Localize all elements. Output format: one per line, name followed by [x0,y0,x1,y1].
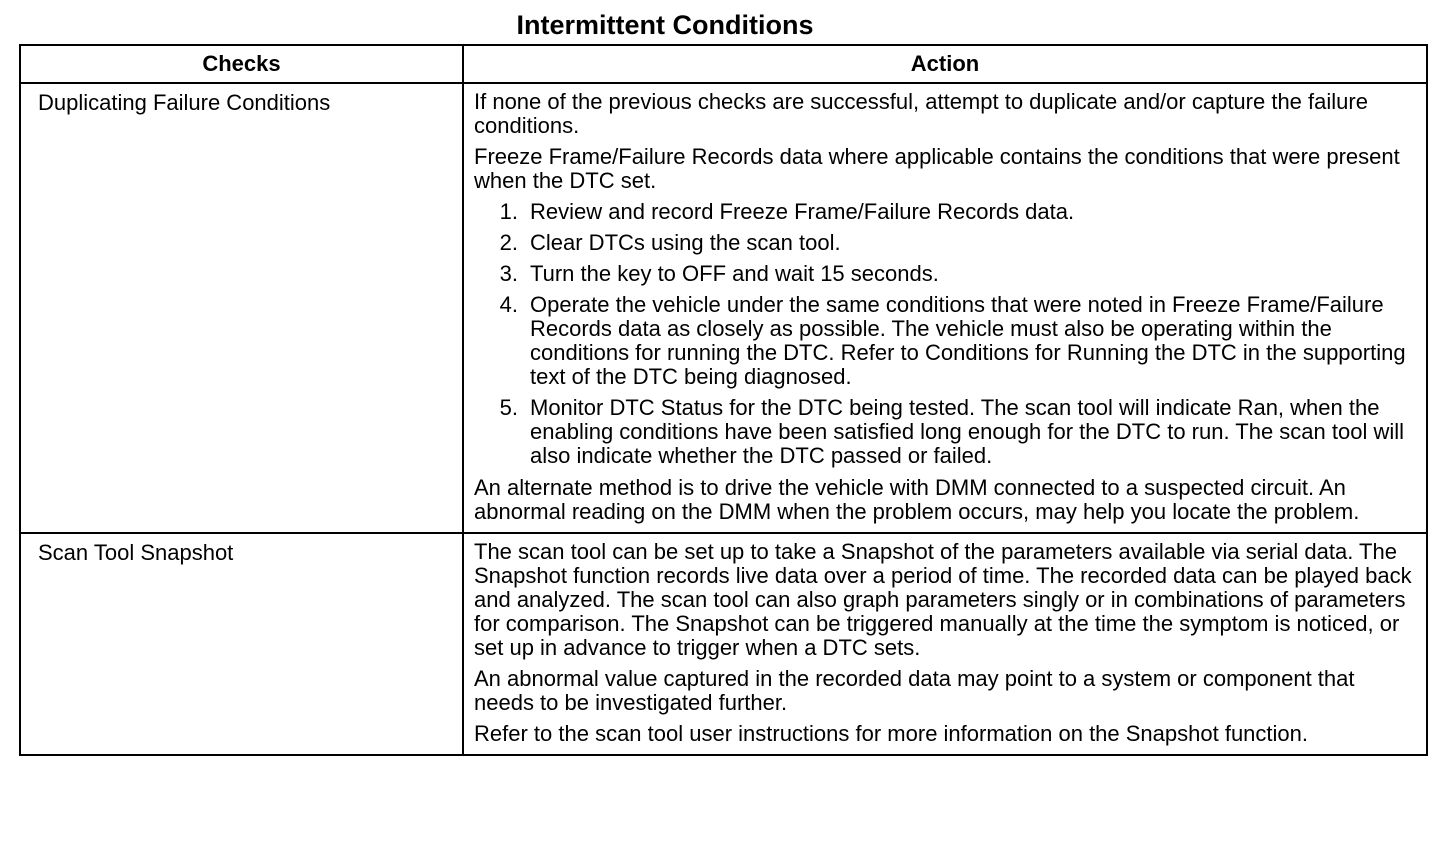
step-number: 5. [499,395,518,420]
action-paragraph: An alternate method is to drive the vehicle with DMM connected to a suspected circuit. An abnormal reading on the DMM when the problem occurs, may help you locate the problem. [474,475,1360,524]
action-paragraph: Refer to the scan tool user instructions for more information on the Snapshot function. [474,721,1309,746]
step-item [474,231,1416,255]
step-text: Operate the vehicle under the same conditions that were noted in Freeze Frame/Failure Records data as closely as possible. The vehicle must also be operating within the conditions for running the DTC. Refer to Conditions for Running the DTC in the supporting text of the DTC being diagnosed. [530,292,1406,389]
step-text: Monitor DTC Status for the DTC being tested. The scan tool will indicate Ran, when the enabling conditions have been satisfied long enough for the DTC to run. The scan tool will also indicate whether the DTC passed or failed. [530,395,1405,468]
check-label: Scan Tool Snapshot [38,540,234,565]
table-row [20,533,1427,755]
step-item [474,293,1416,389]
page-title: Intermittent Conditions [516,10,814,40]
step-text: Clear DTCs using the scan tool. [530,230,841,255]
step-item [474,396,1416,468]
action-cell [463,83,1427,533]
action-paragraph: The scan tool can be set up to take a Snapshot of the parameters available via serial data. The Snapshot function records live data over a period of time. The recorded data can be played back and analyzed. The scan tool can also graph parameters singly or in combinations of parameters for comparison. The Snapshot can be triggered manually at the time the symptom is noticed, or set up in advance to trigger when a DTC sets. [474,539,1412,660]
action-paragraph: Freeze Frame/Failure Records data where applicable contains the conditions that were present when the DTC set. [474,144,1400,193]
intermittent-conditions-table [19,44,1428,756]
step-item [474,200,1416,224]
step-number: 4. [499,292,518,317]
action-paragraph: If none of the previous checks are successful, attempt to duplicate and/or capture the failure conditions. [474,89,1368,138]
step-item [474,262,1416,286]
check-label: Duplicating Failure Conditions [38,90,331,115]
action-cell [463,533,1427,755]
steps-list [474,200,1416,468]
column-header-action: Action [463,45,1427,83]
step-text: Review and record Freeze Frame/Failure Records data. [530,199,1075,224]
table-header-row [20,45,1427,83]
step-number: 3. [499,261,518,286]
column-header-checks: Checks [20,45,463,83]
action-paragraph: An abnormal value captured in the recorded data may point to a system or component that needs to be investigated further. [474,666,1355,715]
check-cell [20,83,463,533]
table-row [20,83,1427,533]
step-text: Turn the key to OFF and wait 15 seconds. [530,261,939,286]
check-cell [20,533,463,755]
step-number: 2. [499,230,518,255]
step-number: 1. [499,199,518,224]
